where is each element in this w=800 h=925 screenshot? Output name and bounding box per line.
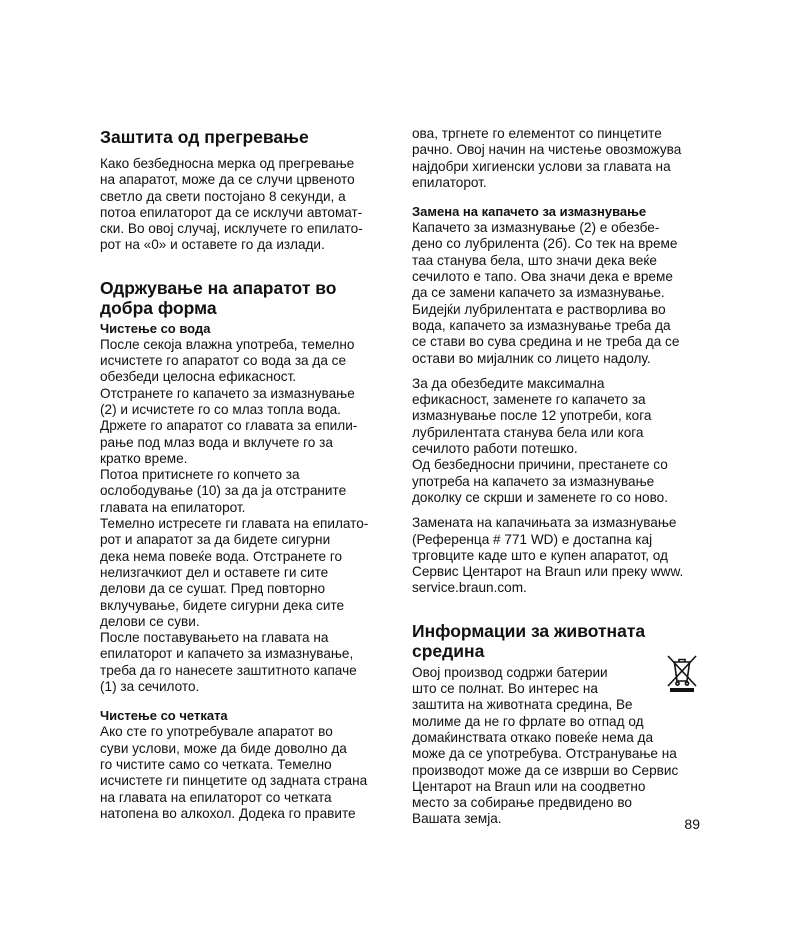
heading-line: средина bbox=[412, 640, 485, 661]
maintenance-heading bbox=[100, 278, 382, 318]
right-column bbox=[412, 121, 704, 828]
text-line: измазнување после 12 употреби, кога bbox=[412, 408, 652, 424]
text-line: делови се суви. bbox=[100, 613, 200, 629]
cap-efficiency-paragraph bbox=[412, 376, 704, 506]
text-line: главата на епилаторот. bbox=[100, 499, 246, 515]
text-line: ова, тргнете го елементот со пинцетите bbox=[412, 126, 662, 141]
text-line: производот може да се изврши во Сервис bbox=[412, 762, 679, 778]
brush-continued-paragraph bbox=[412, 126, 704, 191]
water-cleaning-paragraph bbox=[100, 337, 382, 696]
text-line: исчистете ги пинцетите од задната страна bbox=[100, 773, 368, 789]
text-line: рачно. Овој начин на чистење овозможува bbox=[412, 142, 682, 158]
text-line: Овој производ содржи батерии bbox=[412, 664, 608, 680]
text-line: може да се употребува. Отстранување на bbox=[412, 746, 677, 762]
text-line: Вашата земја. bbox=[412, 811, 502, 827]
text-line: дено со лубрилента (2б). Со тек на време bbox=[412, 236, 678, 252]
text-line: рот и апаратот за да бидете сигурни bbox=[100, 532, 331, 548]
text-line: дека нема повеќе вода. Отстранете го bbox=[100, 548, 343, 564]
heading-line: добра форма bbox=[100, 297, 217, 318]
cap-availability-paragraph bbox=[412, 515, 704, 596]
text-line: на главата на епилаторот со четката bbox=[100, 789, 332, 805]
text-line: После поставувањето на главата на bbox=[100, 630, 329, 646]
text-line: Ако сте го употребувале апаратот во bbox=[100, 724, 333, 740]
text-line: (Референца # 771 WD) е достапна кај bbox=[412, 531, 653, 547]
text-line: Темелно истресете ги главата на епилато- bbox=[100, 516, 369, 532]
text-line: Како безбедносна мерка од прегревање bbox=[100, 156, 355, 171]
text-line: сечилото е тапо. Ова значи дека е време bbox=[412, 269, 673, 285]
text-line: епилаторот. bbox=[412, 174, 487, 190]
cap-replacement-paragraph bbox=[412, 220, 704, 367]
text-line: го чистите само со четката. Темелно bbox=[100, 756, 332, 772]
page-number: 89 bbox=[684, 816, 700, 832]
text-line: трговците каде што е купен апаратот, од bbox=[412, 547, 668, 563]
text-line: треба да го нанесете заштитното капаче bbox=[100, 662, 357, 678]
text-line: на апаратот, може да се случи црвеното bbox=[100, 172, 355, 188]
text-line: После секоја влажна употреба, темелно bbox=[100, 336, 355, 352]
text-line: обезбеди целосна ефикасност. bbox=[100, 369, 297, 385]
text-line: Центарот на Braun или на соодветно bbox=[412, 778, 646, 794]
weee-crossed-bin-icon bbox=[664, 653, 700, 693]
text-line: Замената на капачињата за измазнување bbox=[412, 515, 677, 531]
left-column bbox=[100, 121, 382, 822]
text-line: епилаторот и капачето за измазнување, bbox=[100, 646, 354, 662]
text-line: Од безбедносни причини, престанете со bbox=[412, 457, 668, 473]
overheat-paragraph bbox=[100, 156, 382, 254]
text-line: ски. Во овој случај, исклучете го епилато- bbox=[100, 221, 363, 237]
heading-line: Одржување на апаратот во bbox=[100, 277, 337, 298]
text-line: рање под млаз вода и вклучете го за bbox=[100, 434, 333, 450]
text-line: Капачето за измазнување (2) е обезбе- bbox=[412, 220, 660, 236]
text-line: Бидејќи лубрилентата е растворлива во bbox=[412, 301, 666, 317]
text-line: заштита на животната средина, Ве bbox=[412, 697, 633, 713]
text-line: таа станува бела, што значи дека веќе bbox=[412, 252, 657, 268]
text-line: натопена во алкохол. Додека го правите bbox=[100, 805, 356, 821]
text-line: ефикасност, заменете го капачето за bbox=[412, 392, 646, 408]
brush-cleaning-heading: Чистење со четката bbox=[100, 708, 228, 724]
text-line: Отстранете го капачето за измазнување bbox=[100, 385, 355, 401]
environment-heading bbox=[412, 621, 704, 661]
environment-section bbox=[412, 621, 704, 828]
heading-line: Информации за животната bbox=[412, 620, 646, 641]
text-line: (1) за сечилото. bbox=[100, 679, 200, 695]
text-line: Држете го апаратот со главата за епили- bbox=[100, 418, 358, 434]
text-line: доколку се скрши и заменете го со ново. bbox=[412, 489, 669, 505]
text-line: лубрилентата станува бела или кога bbox=[412, 424, 644, 440]
text-line: вода, капачето за измазнување треба да bbox=[412, 317, 671, 333]
text-line: кратко време. bbox=[100, 450, 188, 466]
text-line: потоа епилаторот да се исклучи автомат- bbox=[100, 204, 363, 220]
text-line: вклучување, бидете сигурни дека сите bbox=[100, 597, 345, 613]
cap-replacement-heading: Замена на капачето за измазнување bbox=[412, 204, 647, 220]
text-line: суви услови, може да биде доволно да bbox=[100, 740, 347, 756]
brush-cleaning-paragraph bbox=[100, 724, 382, 822]
text-line: ослободување (10) за да ја отстраните bbox=[100, 483, 347, 499]
text-line: Сервис Центарот на Braun или преку www. bbox=[412, 564, 684, 580]
text-line: рот на «0» и оставете го да излади. bbox=[100, 237, 325, 253]
text-line: нелизгачкиот дел и оставете ги сите bbox=[100, 564, 329, 580]
text-line: service.braun.com. bbox=[412, 580, 527, 596]
environment-paragraph bbox=[412, 665, 704, 828]
text-line: Потоа притиснете го копчето за bbox=[100, 467, 300, 483]
text-line: молиме да не го фрлате во отпад од bbox=[412, 713, 644, 729]
text-line: се стави во сува средина и не треба да се bbox=[412, 334, 680, 350]
text-line: што се полнат. Во интерес на bbox=[412, 681, 598, 697]
text-line: да се замени капачето за измазнување. bbox=[412, 285, 665, 301]
text-line: (2) и исчистете го со млаз топла вода. bbox=[100, 401, 341, 417]
water-cleaning-heading: Чистење со вода bbox=[100, 320, 211, 336]
text-line: делови да се сушат. Пред повторно bbox=[100, 581, 326, 597]
text-line: остави во мијалник со лицето надолу. bbox=[412, 350, 651, 366]
overheat-heading: Заштита од прегревање bbox=[100, 127, 309, 147]
text-line: сечилото работи потешко. bbox=[412, 441, 578, 457]
text-line: најдобри хигиенски услови за главата на bbox=[412, 158, 671, 174]
text-line: домаќинствата откако повеќе нема да bbox=[412, 729, 654, 745]
text-line: употреба на капачето за измазнување bbox=[412, 473, 655, 489]
text-line: светло да свети постојано 8 секунди, а bbox=[100, 188, 346, 204]
text-line: За да обезбедите максимална bbox=[412, 375, 605, 391]
text-line: исчистете го апаратот со вода за да се bbox=[100, 353, 347, 369]
text-line: место за собирање предвидено во bbox=[412, 795, 632, 811]
